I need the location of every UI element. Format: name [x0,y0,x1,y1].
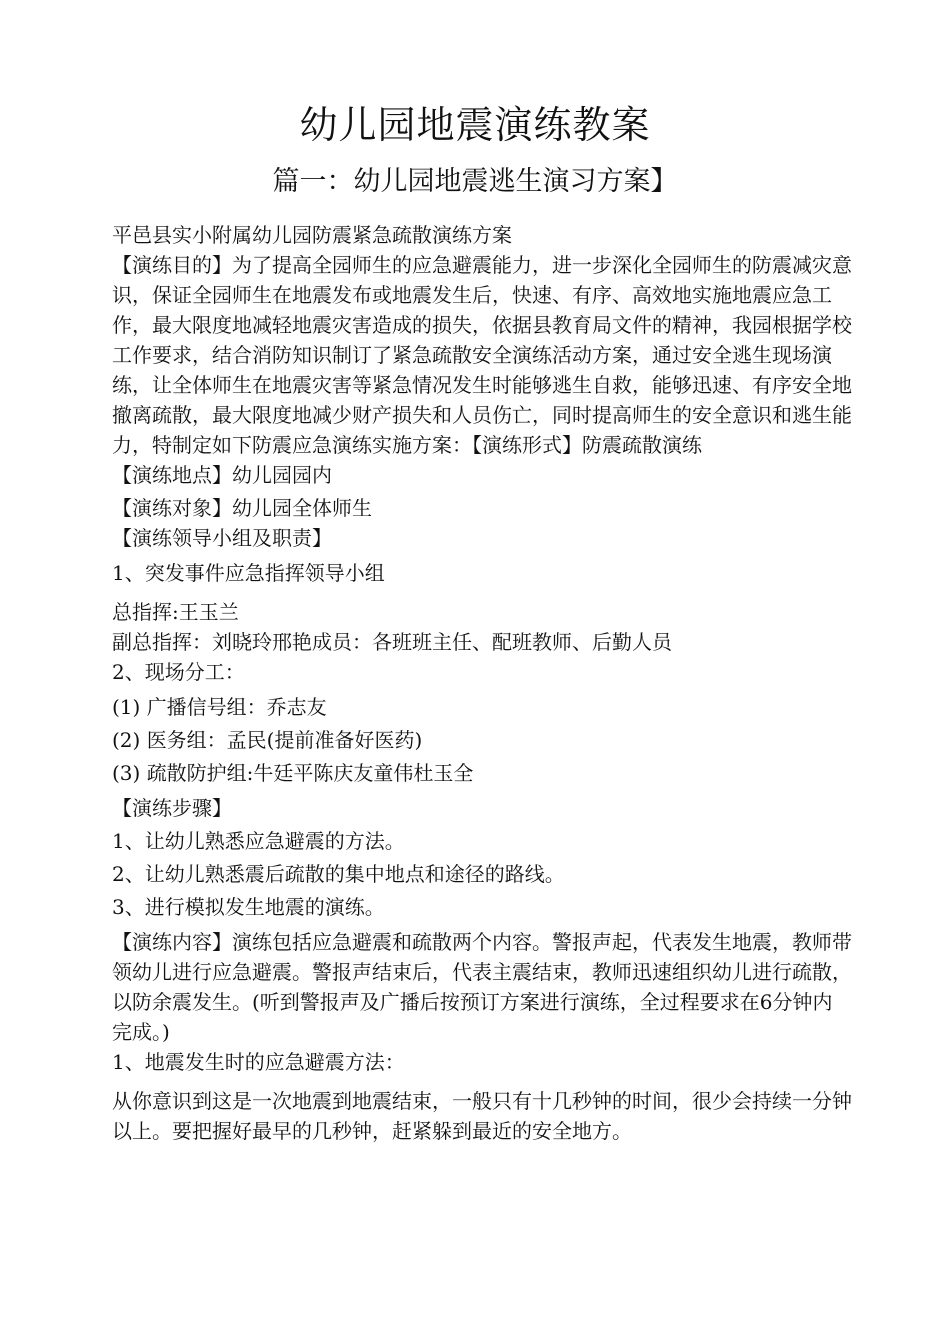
paragraph-steps: 【演练步骤】 [112,796,232,820]
list-item: 2、现场分工： [112,660,245,684]
paragraph-content: 【演练内容】演练包括应急避震和疏散两个内容。警报声起，代表发生地震，教师带领幼儿进行应急避震。警报声结束后，代表主震结束，教师迅速组织幼儿进行疏散，以防余震发生。(听到警报声及广播后按预订方案进行演练，全过程要求在6分钟内完成。) [112,930,852,1044]
paragraph-leadership: 【演练领导小组及职责】 [112,526,332,550]
plan-heading: 平邑县实小附属幼儿园防震紧急疏散演练方案 [112,223,512,247]
list-item: 1、突发事件应急指挥领导小组 [112,561,385,585]
list-item: (3) 疏散防护组:牛廷平陈庆友童伟杜玉全 [112,761,474,785]
list-item: 3、进行模拟发生地震的演练。 [112,895,385,919]
paragraph-purpose: 【演练目的】为了提高全园师生的应急避震能力，进一步深化全园师生的防震减灾意识，保证全园师生在地震发布或地震发生后，快速、有序、高效地实施地震应急工作，最大限度地减轻地震灾害造成的损失，依据县教育局文件的精神，我园根据学校工作要求，结合消防知识制订了紧急疏散安全演练活动方案，通过安全逃生现场演练，让全体师生在地震灾害等紧急情况发生时能够逃生自救，能够迅速、有序安全地撤离疏散，最大限度地减少财产损失和人员伤亡，同时提高师生的安全意识和逃生能力，特制定如下防震应急演练实施方案：【演练形式】防震疏散演练 [112,253,852,457]
paragraph-location: 【演练地点】幼儿园园内 [112,463,332,487]
document-body [112,220,852,1146]
list-item: 副总指挥：刘晓玲邢艳成员：各班班主任、配班教师、后勤人员 [112,630,672,654]
document-subtitle: 篇一：幼儿园地震逃生演习方案】 [272,166,678,197]
list-item: (1) 广播信号组：乔志友 [112,695,327,719]
list-item: 2、让幼儿熟悉震后疏散的集中地点和途径的路线。 [112,862,565,886]
document-title: 幼儿园地震演练教案 [299,103,651,147]
paragraph-method: 从你意识到这是一次地震到地震结束，一般只有十几秒钟的时间，很少会持续一分钟以上。要把握好最早的几秒钟，赶紧躲到最近的安全地方。 [112,1089,852,1143]
list-item: (2) 医务组：孟民(提前准备好医药) [112,728,423,752]
paragraph-participants: 【演练对象】幼儿园全体师生 [112,496,372,520]
list-item: 1、地震发生时的应急避震方法： [112,1050,405,1074]
list-item: 总指挥:王玉兰 [112,600,239,624]
list-item: 1、让幼儿熟悉应急避震的方法。 [112,829,405,853]
